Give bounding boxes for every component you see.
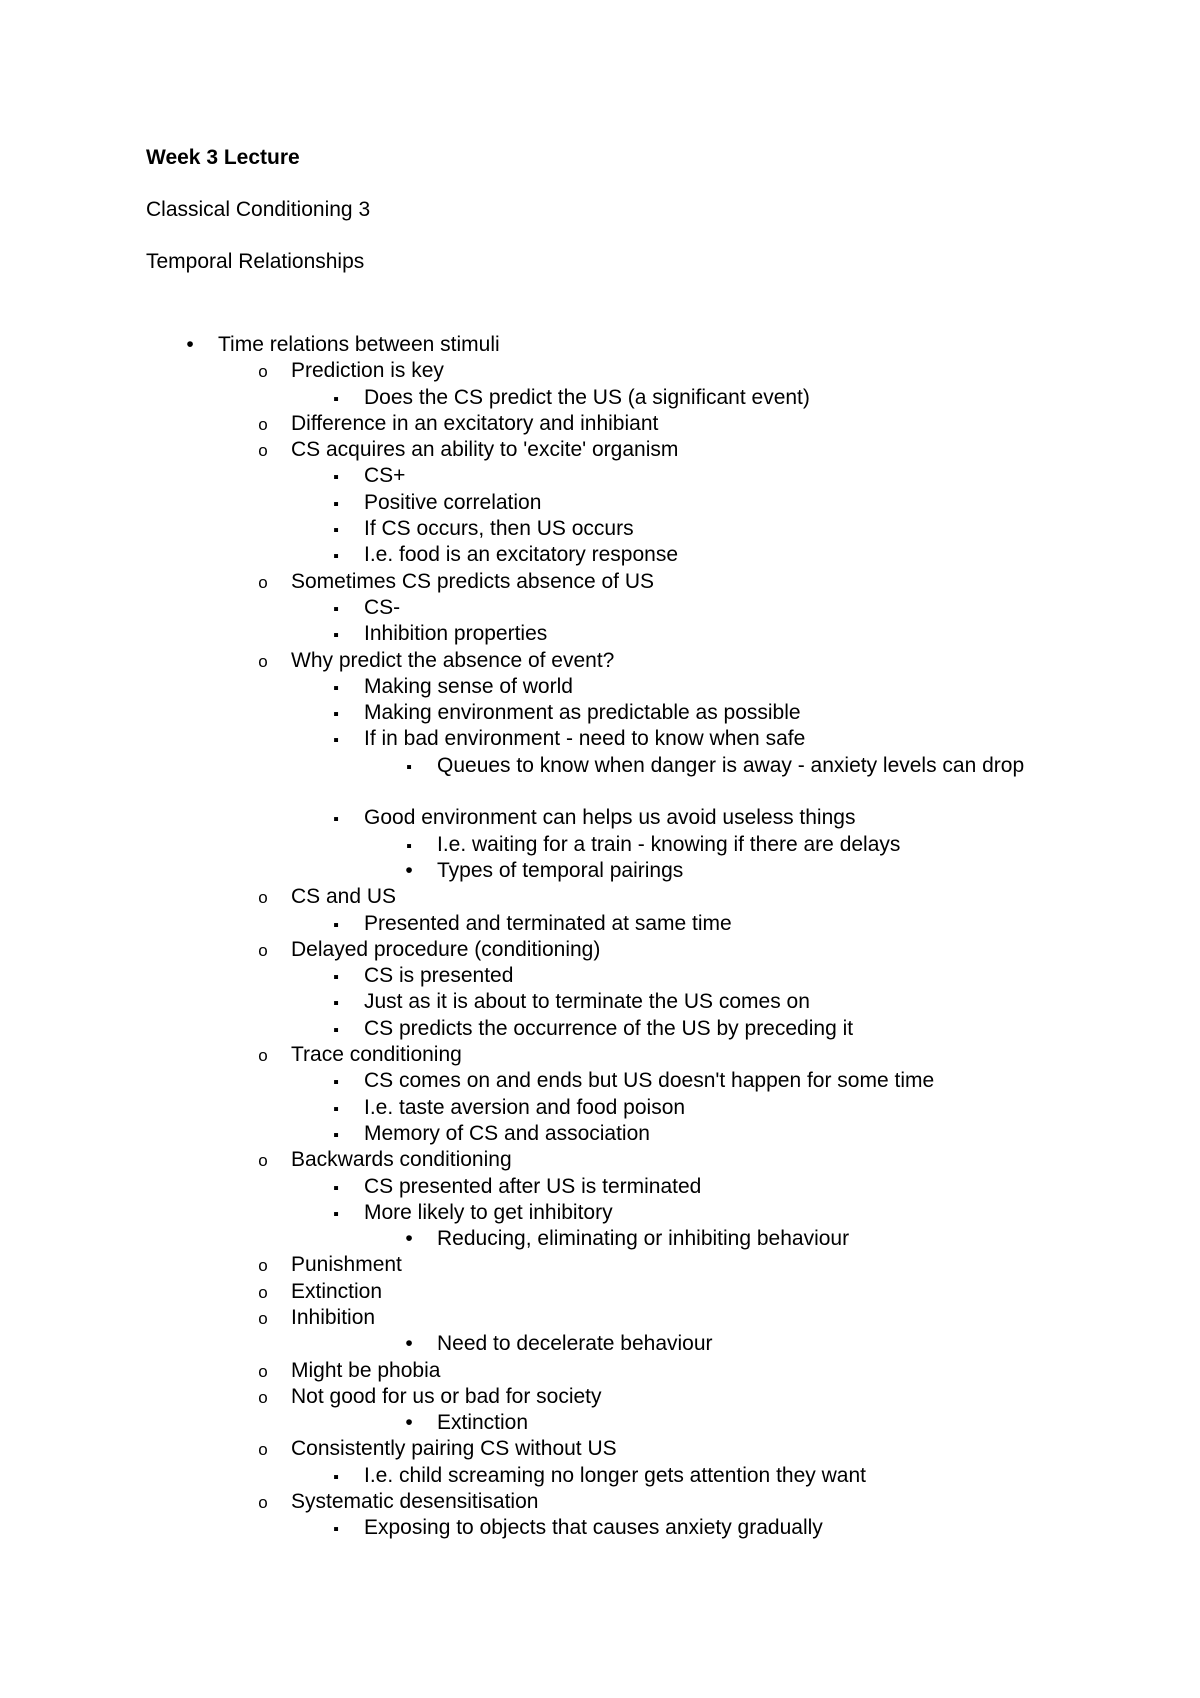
outline-item-text: Presented and terminated at same time: [364, 911, 732, 935]
circle-bullet-icon: [253, 1042, 273, 1069]
square-bullet-icon: [326, 911, 346, 939]
outline-item: [0, 1174, 1200, 1200]
outline-item-text: Why predict the absence of event?: [291, 648, 615, 672]
square-bullet-icon: [326, 1515, 346, 1543]
circle-bullet-icon: [253, 937, 273, 964]
outline-item-text: Extinction: [291, 1279, 383, 1303]
outline-item: [0, 805, 1200, 831]
outline-item-text: Inhibition properties: [364, 622, 548, 646]
notes-outline: [0, 332, 1200, 1542]
square-bullet-icon: [326, 1016, 346, 1044]
outline-item: [0, 569, 1200, 595]
outline-item: [0, 595, 1200, 621]
circle-bullet-icon: [253, 411, 273, 438]
outline-item-text: Systematic desensitisation: [291, 1490, 539, 1514]
outline-item: [0, 858, 1200, 884]
outline-item-text: Prediction is key: [291, 359, 444, 383]
outline-item: [0, 1147, 1200, 1173]
square-bullet-icon: [326, 1200, 346, 1228]
outline-item: [0, 358, 1200, 384]
outline-item: [0, 1121, 1200, 1147]
bullet-bullet-icon: [399, 858, 419, 884]
outline-item: [0, 832, 1200, 858]
outline-item: [0, 1200, 1200, 1226]
circle-bullet-icon: [253, 1436, 273, 1463]
outline-item-text: Not good for us or bad for society: [291, 1384, 602, 1408]
outline-item-text: I.e. taste aversion and food poison: [364, 1095, 686, 1119]
circle-bullet-icon: [253, 1252, 273, 1279]
outline-item: [0, 753, 1200, 806]
outline-item-text: Inhibition: [291, 1305, 376, 1329]
outline-item: [0, 1016, 1200, 1042]
outline-item-text: I.e. food is an excitatory response: [364, 543, 679, 567]
outline-item: [0, 726, 1200, 752]
outline-item-text: Does the CS predict the US (a significant event): [364, 385, 810, 409]
outline-item-text: I.e. waiting for a train - knowing if there are delays: [437, 832, 901, 856]
square-bullet-icon: [326, 463, 346, 491]
outline-item-text: Good environment can helps us avoid useless things: [364, 806, 856, 830]
outline-item-text: If in bad environment - need to know when safe: [364, 727, 806, 751]
outline-item-text: Consistently pairing CS without US: [291, 1437, 617, 1461]
square-bullet-icon: [326, 963, 346, 991]
outline-item: [0, 989, 1200, 1015]
outline-item-text: Need to decelerate behaviour: [437, 1332, 713, 1356]
outline-item-text: Making sense of world: [364, 674, 573, 698]
circle-bullet-icon: [253, 1489, 273, 1516]
outline-item: [0, 621, 1200, 647]
outline-item: [0, 911, 1200, 937]
bullet-bullet-icon: [399, 1410, 419, 1436]
section-heading: Temporal Relationships: [146, 250, 365, 273]
outline-item-text: Queues to know when danger is away - anxiety levels can drop: [437, 753, 1025, 777]
outline-item-text: Backwards conditioning: [291, 1148, 512, 1172]
outline-item: [0, 1436, 1200, 1462]
outline-item-text: CS presented after US is terminated: [364, 1174, 702, 1198]
outline-item: [0, 674, 1200, 700]
outline-item: [0, 1410, 1200, 1436]
outline-item-text: Might be phobia: [291, 1358, 441, 1382]
outline-item-text: Punishment: [291, 1253, 402, 1277]
square-bullet-icon: [326, 1068, 346, 1096]
outline-item: [0, 1042, 1200, 1068]
outline-item: [0, 884, 1200, 910]
circle-bullet-icon: [253, 1279, 273, 1306]
outline-item: [0, 1226, 1200, 1252]
square-bullet-icon: [326, 700, 346, 728]
outline-item: [0, 332, 1200, 358]
circle-bullet-icon: [253, 1358, 273, 1385]
outline-item: [0, 700, 1200, 726]
outline-item: [0, 1279, 1200, 1305]
square-bullet-icon: [326, 1095, 346, 1123]
outline-item: [0, 1305, 1200, 1331]
outline-item-text: Making environment as predictable as possible: [364, 701, 801, 725]
document-title: Week 3 Lecture: [146, 146, 300, 169]
bullet-bullet-icon: [180, 332, 200, 358]
circle-bullet-icon: [253, 648, 273, 675]
document-subtitle: Classical Conditioning 3: [146, 198, 371, 221]
outline-item: [0, 963, 1200, 989]
outline-item-text: CS predicts the occurrence of the US by preceding it: [364, 1016, 854, 1040]
circle-bullet-icon: [253, 884, 273, 911]
square-bullet-icon: [326, 1463, 346, 1491]
square-bullet-icon: [326, 542, 346, 570]
square-bullet-icon: [326, 805, 346, 833]
circle-bullet-icon: [253, 358, 273, 385]
square-bullet-icon: [326, 989, 346, 1017]
square-bullet-icon: [326, 1174, 346, 1202]
outline-item-text: I.e. child screaming no longer gets attention they want: [364, 1463, 866, 1487]
outline-item-text: Sometimes CS predicts absence of US: [291, 569, 654, 593]
outline-item-text: CS acquires an ability to 'excite' organism: [291, 438, 679, 462]
bullet-bullet-icon: [399, 1226, 419, 1252]
outline-item-text: CS comes on and ends but US doesn't happen for some time: [364, 1069, 935, 1093]
square-bullet-icon: [326, 1121, 346, 1149]
square-bullet-icon: [326, 516, 346, 544]
outline-item-text: Extinction: [437, 1411, 529, 1435]
outline-item-text: CS and US: [291, 885, 397, 909]
outline-item-text: Trace conditioning: [291, 1043, 462, 1067]
outline-item-text: Just as it is about to terminate the US comes on: [364, 990, 810, 1014]
square-bullet-icon: [326, 490, 346, 518]
bullet-bullet-icon: [399, 1331, 419, 1357]
circle-bullet-icon: [253, 1305, 273, 1332]
circle-bullet-icon: [253, 569, 273, 596]
square-bullet-icon: [326, 726, 346, 754]
outline-item: [0, 490, 1200, 516]
outline-item: [0, 542, 1200, 568]
square-bullet-icon: [326, 674, 346, 702]
outline-item: [0, 463, 1200, 489]
outline-item: [0, 437, 1200, 463]
outline-item-text: Exposing to objects that causes anxiety gradually: [364, 1516, 823, 1540]
outline-item: [0, 1515, 1200, 1541]
outline-item-text: Time relations between stimuli: [218, 333, 500, 356]
outline-item: [0, 937, 1200, 963]
outline-item: [0, 1068, 1200, 1094]
outline-item: [0, 1489, 1200, 1515]
square-bullet-icon: [326, 595, 346, 623]
outline-item-text: CS-: [364, 595, 401, 619]
outline-item-text: CS+: [364, 464, 406, 488]
outline-item-text: CS is presented: [364, 964, 514, 988]
outline-item-text: If CS occurs, then US occurs: [364, 517, 634, 541]
outline-item-text: Delayed procedure (conditioning): [291, 937, 601, 961]
outline-item-text: More likely to get inhibitory: [364, 1200, 613, 1224]
outline-item: [0, 1095, 1200, 1121]
circle-bullet-icon: [253, 437, 273, 464]
outline-item-text: Reducing, eliminating or inhibiting behaviour: [437, 1227, 850, 1251]
outline-item: [0, 385, 1200, 411]
square-bullet-icon: [326, 621, 346, 649]
outline-item: [0, 1384, 1200, 1410]
outline-item-text: Memory of CS and association: [364, 1121, 650, 1145]
circle-bullet-icon: [253, 1147, 273, 1174]
outline-item: [0, 1358, 1200, 1384]
outline-item-text: Types of temporal pairings: [437, 858, 684, 882]
circle-bullet-icon: [253, 1384, 273, 1411]
outline-item: [0, 1331, 1200, 1357]
square-bullet-icon: [399, 832, 419, 860]
square-bullet-icon: [326, 385, 346, 413]
outline-item: [0, 648, 1200, 674]
outline-item: [0, 411, 1200, 437]
outline-item: [0, 516, 1200, 542]
outline-item-text: Difference in an excitatory and inhibiant: [291, 411, 659, 435]
outline-item: [0, 1463, 1200, 1489]
square-bullet-icon: [399, 753, 419, 781]
outline-item: [0, 1252, 1200, 1278]
outline-item-text: Positive correlation: [364, 490, 542, 514]
